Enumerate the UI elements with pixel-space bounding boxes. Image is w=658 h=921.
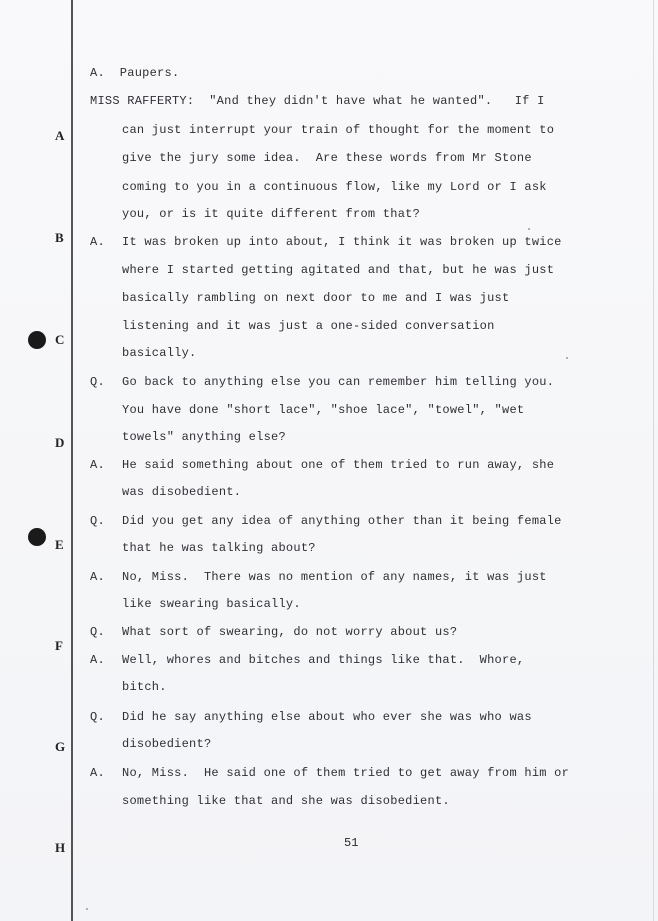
speaker-marker: A.	[90, 235, 105, 249]
transcript-line: Did he say anything else about who ever she was who was	[122, 710, 532, 724]
margin-letter-a: A	[55, 128, 65, 143]
transcript-line: Well, whores and bitches and things like that. Whore,	[122, 653, 525, 667]
scan-speck	[528, 228, 530, 230]
speaker-marker: Q.	[90, 625, 105, 639]
transcript-line: where I started getting agitated and that, but he was just	[122, 263, 555, 277]
transcript-line: that he was talking about?	[122, 541, 316, 555]
speaker-marker: A.	[90, 766, 105, 780]
transcript-line: It was broken up into about, I think it was broken up twice	[122, 235, 562, 249]
scan-speck	[566, 357, 568, 359]
speaker-marker: A.	[90, 570, 105, 584]
transcript-line: basically rambling on next door to me and I was just	[122, 291, 510, 305]
speaker-marker: A.	[90, 458, 105, 472]
transcript-line: Go back to anything else you can remember him telling you.	[122, 375, 555, 389]
transcript-line: basically.	[122, 346, 197, 360]
transcript-line: something like that and she was disobedient.	[122, 794, 450, 808]
margin-letter-e: E	[55, 537, 64, 552]
margin-letter-f: F	[55, 638, 63, 653]
punch-hole-icon	[28, 528, 46, 546]
speaker-marker: A.	[90, 653, 105, 667]
speaker-marker: Q.	[90, 514, 105, 528]
margin-letter-h: H	[55, 840, 66, 855]
transcript-line: was disobedient.	[122, 485, 242, 499]
transcript-line: MISS RAFFERTY: "And they didn't have what he wanted". If I	[90, 94, 545, 108]
margin-letter-d: D	[55, 435, 65, 450]
transcript-line: No, Miss. There was no mention of any names, it was just	[122, 570, 547, 584]
margin-rule	[71, 0, 73, 921]
transcript-line: You have done "short lace", "shoe lace", "towel", "wet	[122, 403, 525, 417]
speaker-marker: Q.	[90, 375, 105, 389]
punch-hole-icon	[28, 331, 46, 349]
transcript-line: give the jury some idea. Are these words from Mr Stone	[122, 151, 532, 165]
transcript-line: bitch.	[122, 680, 167, 694]
transcript-line: coming to you in a continuous flow, like my Lord or I ask	[122, 180, 547, 194]
transcript-line: like swearing basically.	[122, 597, 301, 611]
transcript-line: A. Paupers.	[90, 66, 180, 80]
margin-letter-g: G	[55, 739, 66, 754]
page-number: 51	[344, 836, 359, 850]
speaker-marker: Q.	[90, 710, 105, 724]
margin-letter-b: B	[55, 230, 64, 245]
transcript-line: towels" anything else?	[122, 430, 286, 444]
transcript-line: Did you get any idea of anything other than it being female	[122, 514, 562, 528]
transcript-line: What sort of swearing, do not worry about us?	[122, 625, 458, 639]
transcript-line: listening and it was just a one-sided conversation	[122, 319, 495, 333]
transcript-line: disobedient?	[122, 737, 212, 751]
scan-speck	[86, 908, 88, 910]
transcript-line: He said something about one of them tried to run away, she	[122, 458, 555, 472]
transcript-line: you, or is it quite different from that?	[122, 207, 421, 221]
transcript-line: can just interrupt your train of thought for the moment to	[122, 123, 555, 137]
margin-letter-c: C	[55, 332, 65, 347]
page-edge	[653, 0, 654, 921]
transcript-line: No, Miss. He said one of them tried to get away from him or	[122, 766, 570, 780]
